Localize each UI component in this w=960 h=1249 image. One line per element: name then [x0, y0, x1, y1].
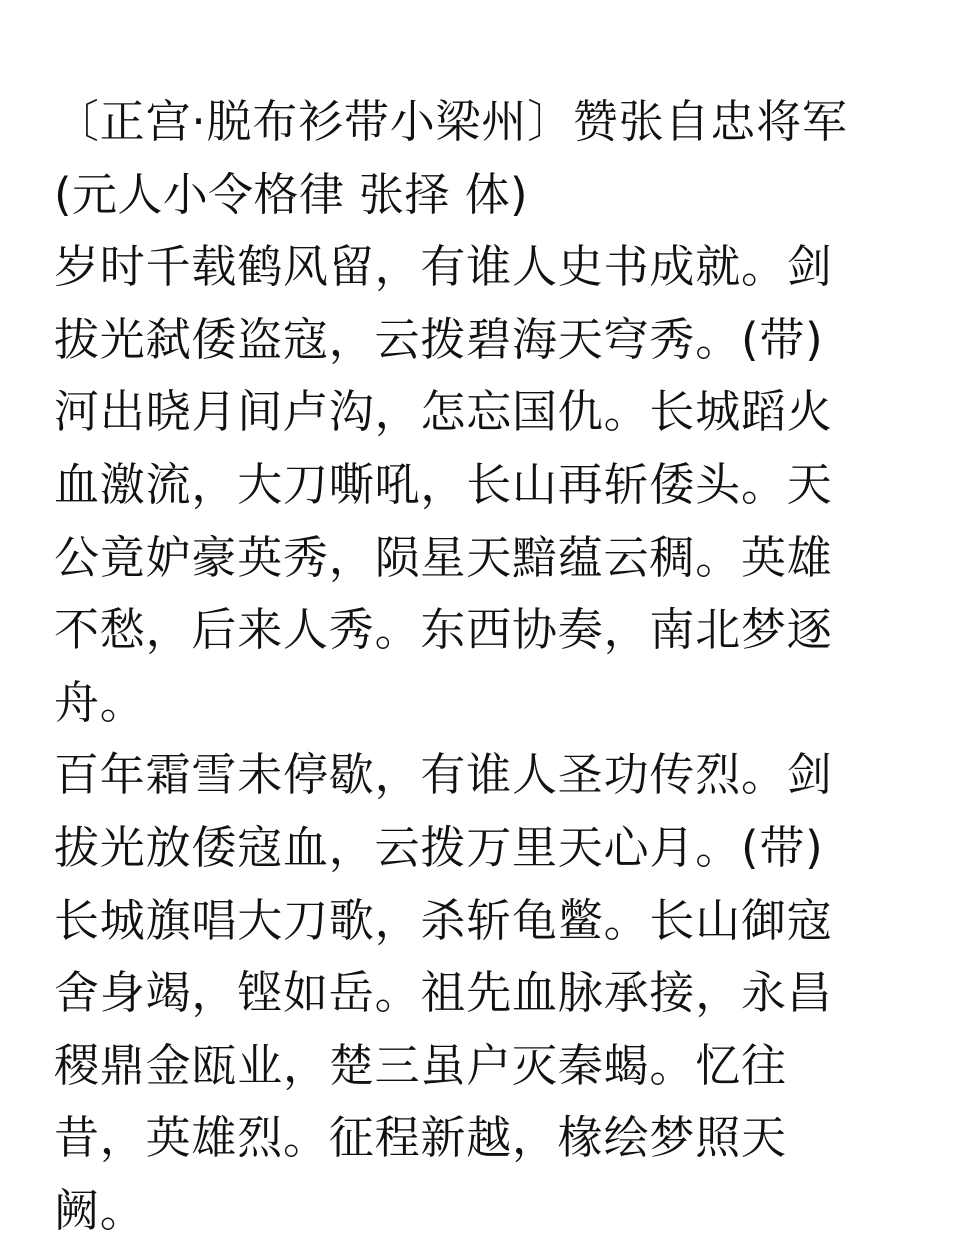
poem-text [54, 86, 914, 1248]
poem-line: 不愁，后来人秀。东西协奏，南北梦逐 [54, 603, 833, 657]
poem-line: 舟。 [54, 675, 146, 729]
poem-title: 〔正宫·脱布衫带小梁州〕赞张自忠将军 [54, 95, 848, 148]
poem-line: 河出晓月间卢沟，怎忘国仇。长城蹈火 [54, 385, 833, 439]
poem-line: 拔光弑倭盗寇，云拨碧海天穹秀。(带) [54, 312, 824, 366]
poem-line: 昔，英雄烈。征程新越，椽绘梦照天 [54, 1111, 787, 1165]
poem-line: 拔光放倭寇血，云拨万里天心月。(带) [54, 820, 824, 874]
poem-subtitle: (元人小令格律 张择 体) [54, 167, 528, 221]
poem-line: 百年霜雪未停歇，有谁人圣功传烈。剑 [54, 748, 833, 802]
poem-line: 舍身竭，铿如岳。祖先血脉承接，永昌 [54, 966, 833, 1020]
poem-line: 岁时千载鹤风留，有谁人史书成就。剑 [54, 240, 833, 294]
poem-line: 稷鼎金瓯业，楚三虽户灭秦蝎。忆往 [54, 1038, 787, 1092]
poem-line: 长城旗唱大刀歌，杀斩龟鳖。长山御寇 [54, 893, 833, 947]
poem-line: 公竟妒豪英秀，陨星天黯蕴云稠。英雄 [54, 530, 833, 584]
poem-line: 血激流，大刀嘶吼，长山再斩倭头。天 [54, 457, 833, 511]
poem-line: 阙。 [54, 1183, 146, 1237]
